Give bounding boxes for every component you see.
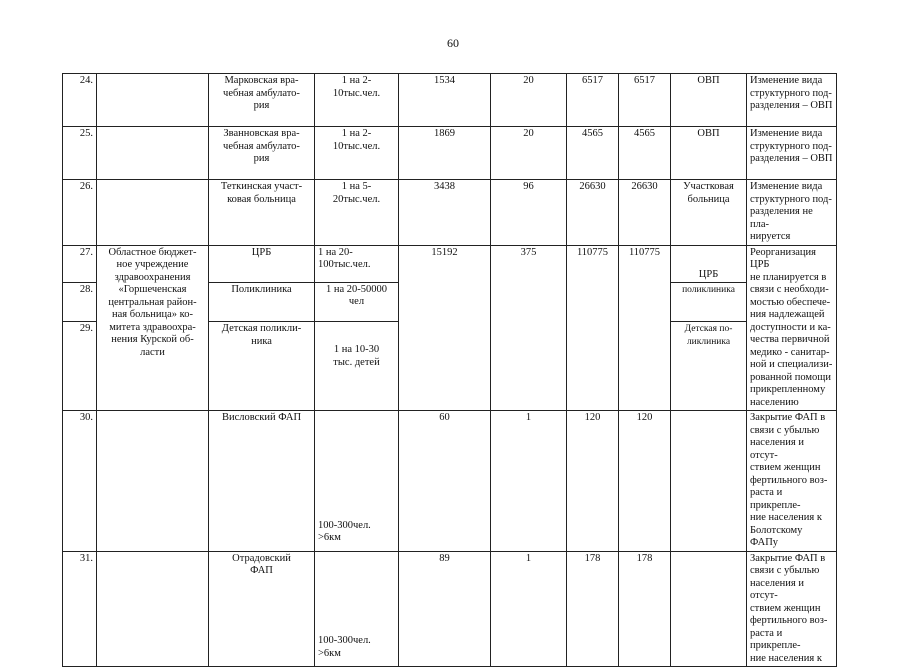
value-cell: 6517	[619, 74, 671, 127]
row-number: 31.	[63, 551, 97, 667]
value-cell: 375	[491, 245, 567, 411]
unit-type	[671, 411, 747, 552]
org-cell	[97, 551, 209, 667]
unit-name: Отрадовский ФАП	[209, 551, 315, 667]
org-cell	[97, 127, 209, 180]
value-cell: 96	[491, 180, 567, 246]
table-row	[63, 127, 837, 180]
unit-name: ЦРБ	[209, 245, 315, 282]
value-cell: 89	[399, 551, 491, 667]
unit-type: ОВП	[671, 74, 747, 127]
value-cell: 15192	[399, 245, 491, 411]
organization-name: Областное бюджет- ное учреждение здравоохранения «Горшеченская центральная район- ная больница» ко- митета здравоохра- нения Курской об- ласти	[97, 245, 209, 411]
unit-name: Званновская вра- чебная амбулато- рия	[209, 127, 315, 180]
value-cell: 4565	[567, 127, 619, 180]
value-cell: 1	[491, 411, 567, 552]
service-range: 1 на 2- 10тыс.чел.	[315, 127, 399, 180]
service-range: 100-300чел. >6км	[315, 551, 399, 667]
note-cell: Закрытие ФАП в связи с убылью населения и отсут- ствием женщин фертильного воз- раста и прикрепле- ние населения к Болотскому ФАПу	[747, 411, 837, 552]
org-cell	[97, 411, 209, 552]
value-cell: 20	[491, 127, 567, 180]
row-number: 27.	[63, 245, 97, 282]
value-cell: 60	[399, 411, 491, 552]
table-row	[63, 74, 837, 127]
unit-type: ОВП	[671, 127, 747, 180]
value-cell: 1869	[399, 127, 491, 180]
facilities-table	[62, 73, 837, 667]
table-row	[63, 180, 837, 246]
unit-name: Детская поликли- ника	[209, 322, 315, 411]
value-cell: 178	[619, 551, 671, 667]
note-cell: Закрытие ФАП в связи с убылью населения и отсут- ствием женщин фертильного воз- раста и прикрепле- ние населения к	[747, 551, 837, 667]
unit-type: поликлиника	[671, 282, 747, 321]
note-cell: Изменение вида структурного под- разделения не пла- нируется	[747, 180, 837, 246]
unit-name: Поликлиника	[209, 282, 315, 321]
value-cell: 4565	[619, 127, 671, 180]
note-cell: Изменение вида структурного под- разделения – ОВП	[747, 74, 837, 127]
org-cell	[97, 180, 209, 246]
note-cell: Изменение вида структурного под- разделения – ОВП	[747, 127, 837, 180]
service-range: 1 на 20-50000 чел	[315, 282, 399, 321]
row-number: 25.	[63, 127, 97, 180]
row-number: 29.	[63, 322, 97, 411]
value-cell: 26630	[567, 180, 619, 246]
note-cell: Реорганизация ЦРБ не планируется в связи с необходи- мостью обеспече- ния надлежащей доступности и ка- чества первичной медико - санитар- ной и специализи- рованной помощи прикрепленному населению	[747, 245, 837, 411]
row-number: 30.	[63, 411, 97, 552]
value-cell: 120	[619, 411, 671, 552]
value-cell: 110775	[567, 245, 619, 411]
value-cell: 120	[567, 411, 619, 552]
value-cell: 1534	[399, 74, 491, 127]
service-range: 1 на 5- 20тыс.чел.	[315, 180, 399, 246]
unit-name: Марковская вра- чебная амбулато- рия	[209, 74, 315, 127]
service-range: 1 на 2- 10тыс.чел.	[315, 74, 399, 127]
unit-type: Участковая больница	[671, 180, 747, 246]
value-cell: 20	[491, 74, 567, 127]
service-range: 1 на 20- 100тыс.чел.	[315, 245, 399, 282]
unit-name: Теткинская участ- ковая больница	[209, 180, 315, 246]
unit-name: Висловский ФАП	[209, 411, 315, 552]
page-number: 60	[447, 36, 459, 50]
value-cell: 3438	[399, 180, 491, 246]
unit-type	[671, 551, 747, 667]
row-number: 24.	[63, 74, 97, 127]
value-cell: 178	[567, 551, 619, 667]
service-range: 1 на 10-30 тыс. детей	[315, 322, 399, 411]
table-row	[63, 245, 837, 282]
unit-type: ЦРБ	[671, 245, 747, 282]
row-number: 26.	[63, 180, 97, 246]
unit-type: Детская по- ликлиника	[671, 322, 747, 411]
row-number: 28.	[63, 282, 97, 321]
service-range: 100-300чел. >6км	[315, 411, 399, 552]
value-cell: 26630	[619, 180, 671, 246]
value-cell: 110775	[619, 245, 671, 411]
value-cell: 6517	[567, 74, 619, 127]
value-cell: 1	[491, 551, 567, 667]
table-row	[63, 411, 837, 552]
org-cell	[97, 74, 209, 127]
table-row	[63, 551, 837, 667]
